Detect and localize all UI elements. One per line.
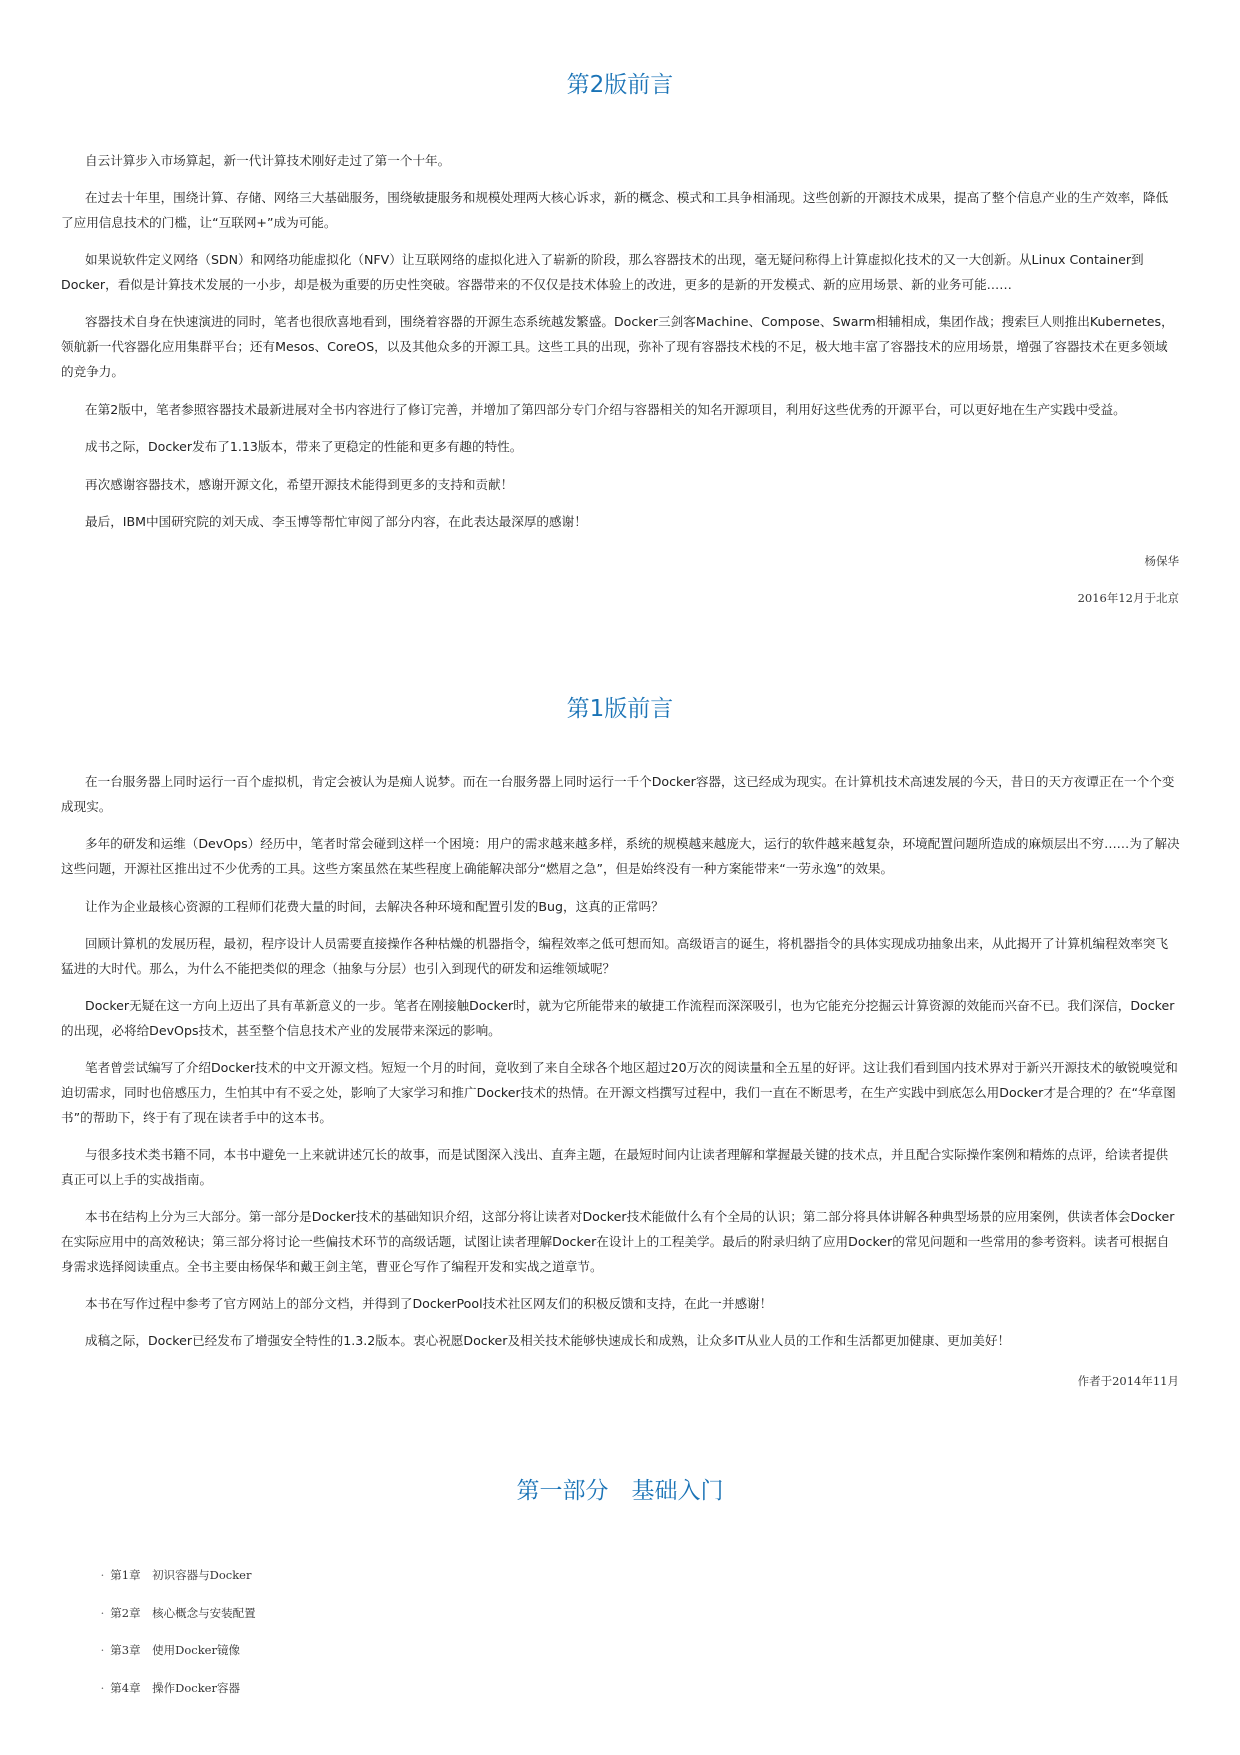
preface1-paragraph: 让作为企业最核心资源的工程师们花费大量的时间，去解决各种环境和配置引发的Bug，这真的正常吗？	[85, 899, 664, 914]
preface1-title: 第1版前言	[566, 696, 674, 722]
preface1-signature: 作者于2014年11月	[1077, 1374, 1179, 1388]
preface2-paragraph: 如果说软件定义网络（SDN）和网络功能虚拟化（NFV）让互联网络的虚拟化进入了崭新的阶段，那么容器技术的出现，毫无疑问称得上计算虚拟化技术的又一大创新。从Linux Container到Docker，看似是计算技术发展的一小步，却是极为重要的历史性突破。容器带来的不仅仅是技术体验上的改进，更多的是新的开发模式、新的应用场景、新的业务可能……	[61, 252, 1144, 292]
preface2-paragraph: 成书之际，Docker发布了1.13版本，带来了更稳定的性能和更多有趣的特性。	[85, 439, 523, 454]
bullet-dot-icon: ·	[100, 1681, 105, 1695]
preface2-paragraph: 容器技术自身在快速演进的同时，笔者也很欣喜地看到，围绕着容器的开源生态系统越发繁盛。Docker三剑客Machine、Compose、Swarm相辅相成，集团作战；搜索巨人则推出Kubernetes，领航新一代容器化应用集群平台；还有Mesos、CoreOS，以及其他众多的开源工具。这些工具的出现，弥补了现有容器技术栈的不足，极大地丰富了容器技术的应用场景，增强了容器技术在更多领域的竞争力。	[61, 314, 1174, 379]
preface2-paragraph: 在过去十年里，围绕计算、存储、网络三大基础服务，围绕敏捷服务和规模处理两大核心诉求，新的概念、模式和工具争相涌现。这些创新的开源技术成果，提高了整个信息产业的生产效率，降低了应用信息技术的门槛，让“互联网+”成为可能。	[61, 190, 1169, 230]
preface1-paragraph: 笔者曾尝试编写了介绍Docker技术的中文开源文档。短短一个月的时间，竟收到了来自全球各个地区超过20万次的阅读量和全五星的好评。这让我们看到国内技术界对于新兴开源技术的敏锐嗅觉和迫切需求，同时也倍感压力，生怕其中有不妥之处，影响了大家学习和推广Docker技术的热情。在开源文档撰写过程中，我们一直在不断思考，在生产实践中到底怎么用Docker才是合理的？在“华章图书”的帮助下，终于有了现在读者手中的这本书。	[61, 1060, 1178, 1125]
preface2-paragraph: 自云计算步入市场算起，新一代计算技术刚好走过了第一个十年。	[85, 153, 451, 168]
chapter-title: 核心概念与安装配置	[152, 1606, 256, 1620]
toc-entry-chapter-4[interactable]	[86, 1666, 240, 1710]
part1-title: 第一部分 基础入门	[516, 1478, 724, 1504]
preface1-paragraph: 成稿之际，Docker已经发布了增强安全特性的1.3.2版本。衷心祝愿Docker及相关技术能够快速成长和成熟，让众多IT从业人员的工作和生活都更加健康、更加美好！	[85, 1333, 1011, 1348]
bullet-dot-icon: ·	[100, 1568, 105, 1582]
bullet-dot-icon: ·	[100, 1606, 105, 1620]
chapter-number: 第1章	[110, 1568, 141, 1582]
preface1-paragraph: Docker无疑在这一方向上迈出了具有革新意义的一步。笔者在刚接触Docker时，就为它所能带来的敏捷工作流程而深深吸引，也为它能充分挖掘云计算资源的效能而兴奋不已。我们深信，Docker的出现，必将给DevOps技术，甚至整个信息技术产业的发展带来深远的影响。	[61, 998, 1175, 1038]
chapter-number: 第2章	[110, 1606, 141, 1620]
chapter-number: 第3章	[110, 1643, 141, 1657]
preface1-paragraph: 回顾计算机的发展历程，最初，程序设计人员需要直接操作各种枯燥的机器指令，编程效率之低可想而知。高级语言的诞生，将机器指令的具体实现成功抽象出来，从此揭开了计算机编程效率突飞猛进的大时代。那么，为什么不能把类似的理念（抽象与分层）也引入到现代的研发和运维领域呢？	[61, 936, 1169, 976]
preface2-paragraph: 在第2版中，笔者参照容器技术最新进展对全书内容进行了修订完善，并增加了第四部分专门介绍与容器相关的知名开源项目，利用好这些优秀的开源平台，可以更好地在生产实践中受益。	[85, 402, 1126, 417]
preface1-paragraph: 本书在结构上分为三大部分。第一部分是Docker技术的基础知识介绍，这部分将让读者对Docker技术能做什么有个全局的认识；第二部分将具体讲解各种典型场景的应用案例，供读者体会Docker在实际应用中的高效秘诀；第三部分将讨论一些偏技术环节的高级话题，试图让读者理解Docker在设计上的工程美学。最后的附录归纳了应用Docker的常见问题和一些常用的参考资料。读者可根据自身需求选择阅读重点。全书主要由杨保华和戴王剑主笔，曹亚仑写作了编程开发和实战之道章节。	[61, 1209, 1175, 1274]
preface1-paragraph: 多年的研发和运维（DevOps）经历中，笔者时常会碰到这样一个困境：用户的需求越来越多样，系统的规模越来越庞大，运行的软件越来越复杂，环境配置问题所造成的麻烦层出不穷……为了解决这些问题，开源社区推出过不少优秀的工具。这些方案虽然在某些程度上确能解决部分“燃眉之急”，但是始终没有一种方案能带来“一劳永逸”的效果。	[61, 836, 1180, 876]
chapter-title: 使用Docker镜像	[152, 1643, 240, 1657]
bullet-dot-icon: ·	[100, 1643, 105, 1657]
preface2-title: 第2版前言	[566, 72, 674, 98]
chapter-number: 第4章	[110, 1681, 141, 1695]
preface1-paragraph: 在一台服务器上同时运行一百个虚拟机，肯定会被认为是痴人说梦。而在一台服务器上同时运行一千个Docker容器，这已经成为现实。在计算机技术高速发展的今天，昔日的天方夜谭正在一个个变成现实。	[61, 774, 1175, 814]
preface2-paragraph: 再次感谢容器技术，感谢开源文化，希望开源技术能得到更多的支持和贡献！	[85, 477, 514, 492]
chapter-title: 初识容器与Docker	[152, 1568, 252, 1582]
preface2-author: 杨保华	[1144, 554, 1179, 568]
preface2-paragraph: 最后，IBM中国研究院的刘天成、李玉博等帮忙审阅了部分内容，在此表达最深厚的感谢！	[85, 514, 587, 529]
preface2-date: 2016年12月于北京	[1077, 591, 1179, 605]
chapter-title: 操作Docker容器	[152, 1681, 240, 1695]
preface1-paragraph: 本书在写作过程中参考了官方网站上的部分文档，并得到了DockerPool技术社区网友们的积极反馈和支持，在此一并感谢！	[85, 1296, 773, 1311]
preface1-paragraph: 与很多技术类书籍不同，本书中避免一上来就讲述冗长的故事，而是试图深入浅出、直奔主题，在最短时间内让读者理解和掌握最关键的技术点，并且配合实际操作案例和精炼的点评，给读者提供真正可以上手的实战指南。	[61, 1147, 1169, 1187]
